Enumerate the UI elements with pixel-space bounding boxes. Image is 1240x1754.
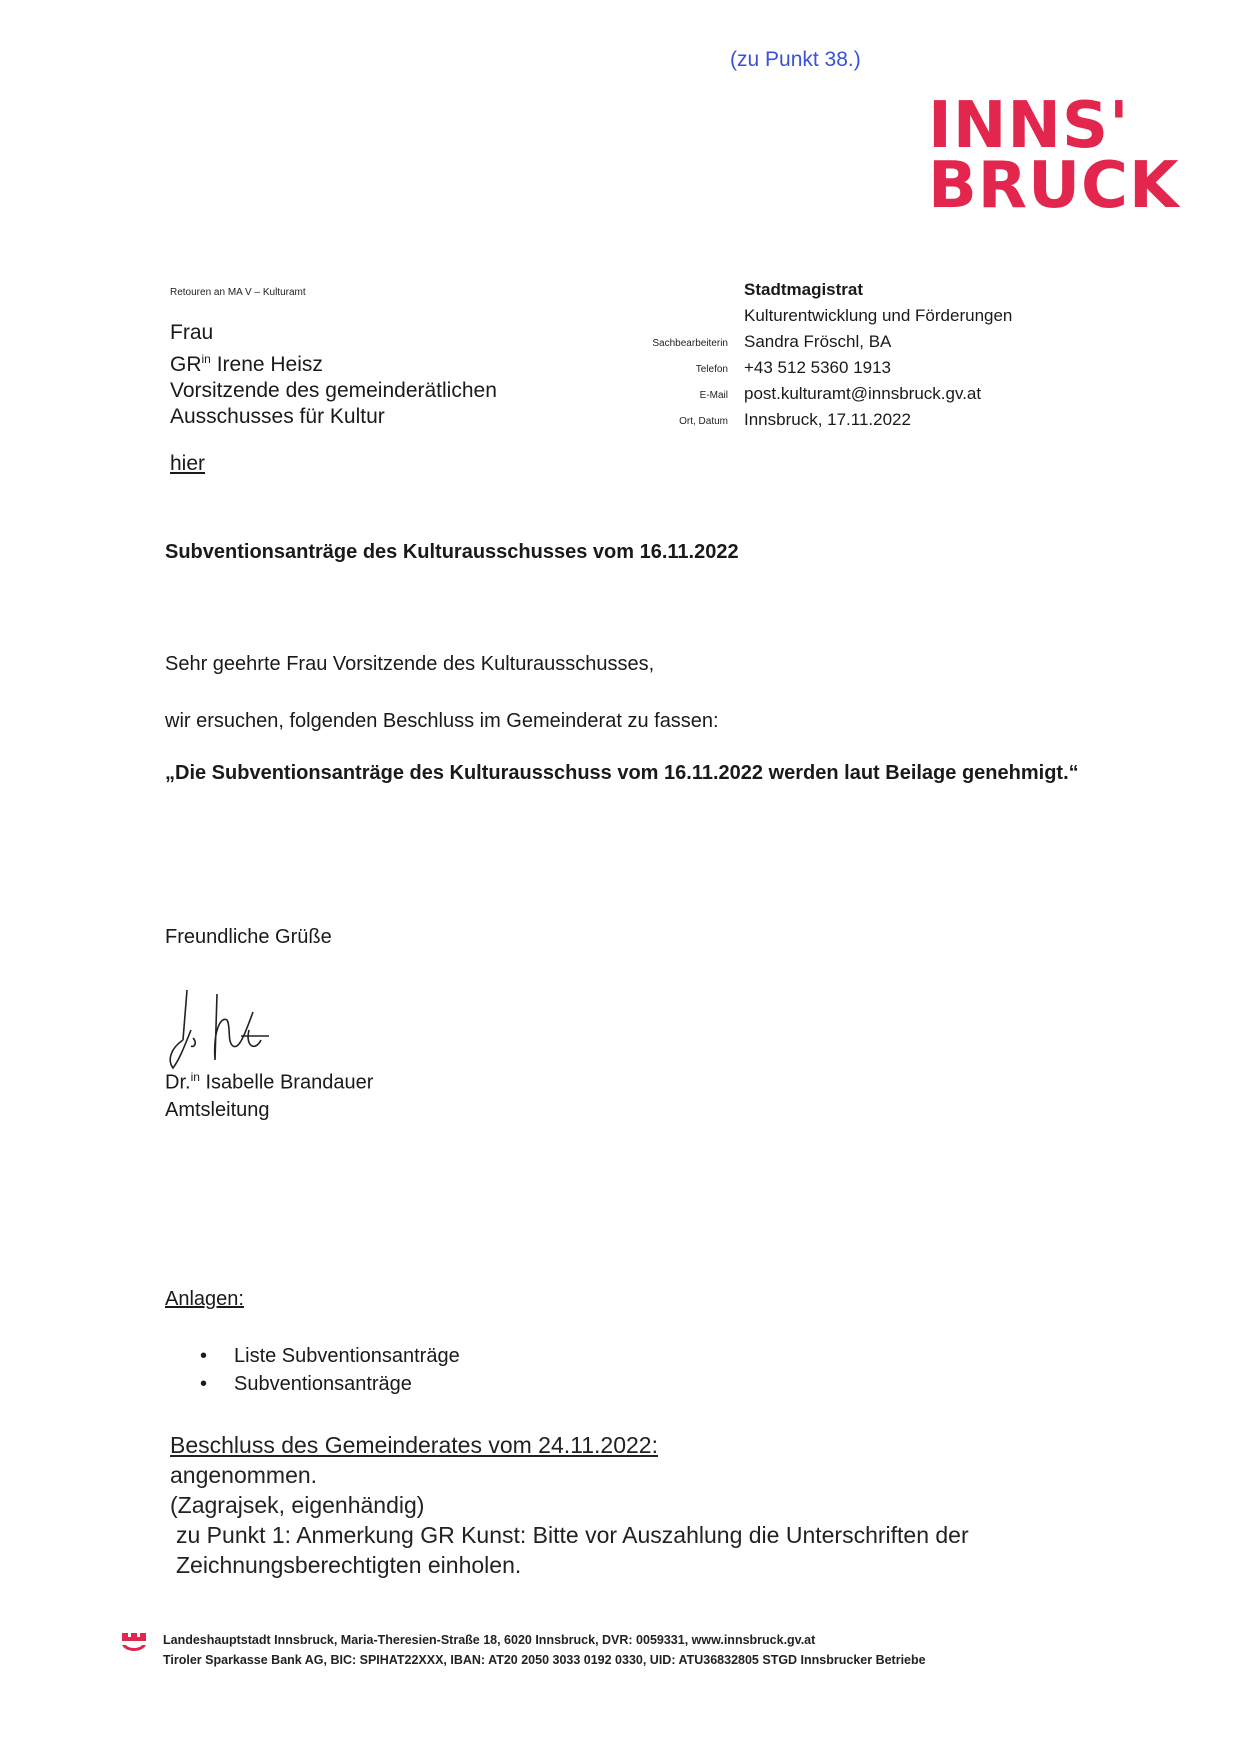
hier-label: hier bbox=[170, 452, 206, 475]
handwritten-signature bbox=[165, 990, 275, 1070]
sender-label: Sachbearbeiterin bbox=[652, 338, 728, 349]
signer-title: Dr. bbox=[165, 1071, 191, 1094]
sender-row-clerk bbox=[560, 332, 1080, 358]
sender-value: Innsbruck, 17.11.2022 bbox=[744, 410, 911, 429]
sender-row-date bbox=[560, 410, 1080, 436]
letter-subject: Subventionsanträge des Kulturausschusses vom 16.11.2022 bbox=[165, 541, 739, 563]
sender-title: Stadtmagistrat bbox=[744, 280, 864, 299]
sender-value: Sandra Fröschl, BA bbox=[744, 332, 892, 351]
signer-title-suffix: in bbox=[190, 1070, 200, 1084]
footer-line-2: Tiroler Sparkasse Bank AG, BIC: SPIHAT22XXX, IBAN: AT20 2050 3033 0192 0330, UID: ATU36832805 STGD Innsbrucker Betriebe bbox=[163, 1653, 926, 1667]
return-address: Retouren an MA V – Kulturamt bbox=[170, 287, 306, 298]
recipient-name-line bbox=[170, 346, 497, 378]
innsbruck-logo bbox=[928, 89, 1180, 223]
sender-value: +43 512 5360 1913 bbox=[744, 358, 892, 377]
signer-role: Amtsleitung bbox=[165, 1098, 270, 1121]
footer-line-1: Landeshauptstadt Innsbruck, Maria-Theresien-Straße 18, 6020 Innsbruck, DVR: 0059331, www.innsbruck.gv.at bbox=[163, 1633, 816, 1647]
logo-line-1: INNS' bbox=[928, 89, 1130, 163]
council-result: angenommen. bbox=[170, 1462, 318, 1488]
council-heading: Beschluss des Gemeinderates vom 24.11.2022: bbox=[170, 1432, 658, 1458]
footer bbox=[163, 1630, 926, 1670]
sender-label: Ort, Datum bbox=[679, 416, 728, 427]
sender-label: Telefon bbox=[695, 364, 728, 375]
list-item: • Subventionsanträge bbox=[200, 1370, 460, 1398]
signer-block bbox=[165, 1064, 373, 1124]
sender-department: Kulturentwicklung und Förderungen bbox=[744, 306, 1013, 325]
signer-name-line bbox=[165, 1064, 373, 1097]
recipient-block bbox=[170, 320, 497, 430]
signer-name: Isabelle Brandauer bbox=[205, 1071, 374, 1094]
council-signed: (Zagrajsek, eigenhändig) bbox=[170, 1492, 425, 1518]
agenda-note: (zu Punkt 38.) bbox=[730, 48, 861, 71]
recipient-name: Irene Heisz bbox=[216, 353, 323, 376]
council-remark-1: zu Punkt 1: Anmerkung GR Kunst: Bitte vor Auszahlung die Unterschriften der bbox=[176, 1522, 969, 1548]
sender-row-phone bbox=[560, 358, 1080, 384]
sender-value: post.kulturamt@innsbruck.gv.at bbox=[744, 384, 982, 403]
recipient-role-2: Ausschusses für Kultur bbox=[170, 405, 385, 428]
list-item: • Liste Subventionsanträge bbox=[200, 1342, 460, 1370]
resolution-text: „Die Subventionsanträge des Kulturausschuss vom 16.11.2022 werden laut Beilage genehmigt.“ bbox=[165, 762, 1079, 784]
sender-row-email bbox=[560, 384, 1080, 410]
sender-department-row bbox=[560, 306, 1080, 332]
attachments-list bbox=[200, 1342, 460, 1398]
letter-salutation: Sehr geehrte Frau Vorsitzende des Kulturausschusses, bbox=[165, 653, 655, 675]
logo-line-2: BRUCK bbox=[928, 149, 1180, 223]
council-decision bbox=[170, 1430, 969, 1580]
council-remark-2: Zeichnungsberechtigten einholen. bbox=[176, 1552, 522, 1578]
recipient-gr: GR bbox=[170, 353, 202, 376]
city-emblem-icon bbox=[120, 1629, 148, 1657]
recipient-salutation: Frau bbox=[170, 321, 214, 344]
recipient-role-1: Vorsitzende des gemeinderätlichen bbox=[170, 379, 497, 402]
letter-greeting: Freundliche Grüße bbox=[165, 926, 332, 948]
sender-label: E-Mail bbox=[699, 390, 728, 401]
letter-request: wir ersuchen, folgenden Beschluss im Gemeinderat zu fassen: bbox=[165, 710, 719, 732]
recipient-gr-suffix: in bbox=[201, 352, 211, 366]
attachments-title: Anlagen: bbox=[165, 1288, 244, 1310]
